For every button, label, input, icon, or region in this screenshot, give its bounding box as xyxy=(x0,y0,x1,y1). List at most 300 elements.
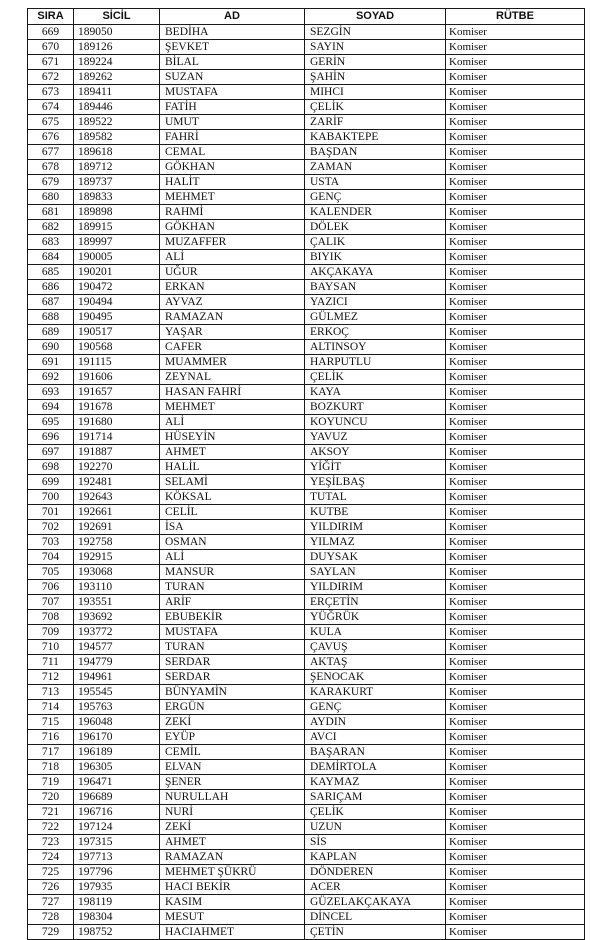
cell-sicil: 196716 xyxy=(74,805,160,820)
cell-ad: HASAN FAHRİ xyxy=(160,385,305,400)
cell-sira: 722 xyxy=(28,820,74,835)
cell-rutbe: Komiser xyxy=(446,490,585,505)
cell-sicil: 189618 xyxy=(74,145,160,160)
cell-ad: HACI BEKİR xyxy=(160,880,305,895)
cell-sicil: 189050 xyxy=(74,25,160,40)
table-row xyxy=(28,625,585,640)
cell-ad: RAMAZAN xyxy=(160,310,305,325)
cell-soyad: KAYMAZ xyxy=(305,775,446,790)
cell-sicil: 193551 xyxy=(74,595,160,610)
table-row xyxy=(28,865,585,880)
cell-soyad: ZAMAN xyxy=(305,160,446,175)
cell-soyad: ACER xyxy=(305,880,446,895)
cell-soyad: KAPLAN xyxy=(305,850,446,865)
cell-sicil: 191115 xyxy=(74,355,160,370)
cell-ad: MUSTAFA xyxy=(160,85,305,100)
table-row xyxy=(28,790,585,805)
cell-sicil: 190201 xyxy=(74,265,160,280)
cell-sicil: 192915 xyxy=(74,550,160,565)
column-header-ad: AD xyxy=(160,9,305,25)
column-header-soyad: SOYAD xyxy=(305,9,446,25)
cell-rutbe: Komiser xyxy=(446,820,585,835)
table-row xyxy=(28,115,585,130)
cell-rutbe: Komiser xyxy=(446,595,585,610)
cell-ad: HACIAHMET xyxy=(160,925,305,940)
cell-ad: GÖKHAN xyxy=(160,220,305,235)
cell-ad: BÜNYAMİN xyxy=(160,685,305,700)
cell-sicil: 190517 xyxy=(74,325,160,340)
cell-ad: ZEYNAL xyxy=(160,370,305,385)
cell-soyad: ERÇETİN xyxy=(305,595,446,610)
cell-soyad: KARAKURT xyxy=(305,685,446,700)
table-row xyxy=(28,250,585,265)
cell-soyad: USTA xyxy=(305,175,446,190)
table-row xyxy=(28,385,585,400)
cell-sira: 700 xyxy=(28,490,74,505)
cell-soyad: MIHCI xyxy=(305,85,446,100)
cell-ad: TURAN xyxy=(160,580,305,595)
table-row xyxy=(28,100,585,115)
cell-ad: MANSUR xyxy=(160,565,305,580)
cell-sira: 679 xyxy=(28,175,74,190)
cell-rutbe: Komiser xyxy=(446,805,585,820)
cell-sicil: 194577 xyxy=(74,640,160,655)
table-row xyxy=(28,745,585,760)
cell-soyad: SİS xyxy=(305,835,446,850)
cell-rutbe: Komiser xyxy=(446,850,585,865)
cell-sicil: 194961 xyxy=(74,670,160,685)
cell-rutbe: Komiser xyxy=(446,715,585,730)
cell-sicil: 196471 xyxy=(74,775,160,790)
table-row xyxy=(28,280,585,295)
table-row xyxy=(28,760,585,775)
cell-ad: NURİ xyxy=(160,805,305,820)
cell-rutbe: Komiser xyxy=(446,145,585,160)
cell-rutbe: Komiser xyxy=(446,115,585,130)
table-row xyxy=(28,655,585,670)
cell-ad: AHMET xyxy=(160,445,305,460)
cell-soyad: YILDIRIM xyxy=(305,520,446,535)
cell-sicil: 197713 xyxy=(74,850,160,865)
table-row xyxy=(28,580,585,595)
cell-ad: ŞENER xyxy=(160,775,305,790)
cell-soyad: YILDIRIM xyxy=(305,580,446,595)
cell-ad: CELİL xyxy=(160,505,305,520)
cell-rutbe: Komiser xyxy=(446,925,585,940)
cell-ad: MEHMET xyxy=(160,400,305,415)
cell-ad: ERGÜN xyxy=(160,700,305,715)
cell-soyad: ERKOÇ xyxy=(305,325,446,340)
cell-ad: HALİT xyxy=(160,175,305,190)
table-row xyxy=(28,730,585,745)
table-row xyxy=(28,520,585,535)
cell-sicil: 189522 xyxy=(74,115,160,130)
cell-soyad: AVCI xyxy=(305,730,446,745)
cell-sicil: 196048 xyxy=(74,715,160,730)
table-row xyxy=(28,160,585,175)
table-row xyxy=(28,205,585,220)
cell-ad: SELAMİ xyxy=(160,475,305,490)
cell-soyad: KULA xyxy=(305,625,446,640)
cell-sira: 725 xyxy=(28,865,74,880)
cell-rutbe: Komiser xyxy=(446,655,585,670)
cell-sira: 688 xyxy=(28,310,74,325)
cell-sira: 671 xyxy=(28,55,74,70)
cell-ad: KASIM xyxy=(160,895,305,910)
cell-soyad: ŞAHİN xyxy=(305,70,446,85)
cell-sicil: 190472 xyxy=(74,280,160,295)
cell-rutbe: Komiser xyxy=(446,280,585,295)
cell-soyad: ÇALIK xyxy=(305,235,446,250)
cell-sira: 717 xyxy=(28,745,74,760)
cell-rutbe: Komiser xyxy=(446,40,585,55)
cell-rutbe: Komiser xyxy=(446,265,585,280)
cell-rutbe: Komiser xyxy=(446,610,585,625)
column-header-sicil: SİCİL xyxy=(74,9,160,25)
cell-sira: 706 xyxy=(28,580,74,595)
cell-sicil: 189446 xyxy=(74,100,160,115)
cell-rutbe: Komiser xyxy=(446,430,585,445)
cell-sira: 696 xyxy=(28,430,74,445)
cell-rutbe: Komiser xyxy=(446,835,585,850)
cell-rutbe: Komiser xyxy=(446,175,585,190)
cell-soyad: KOYUNCU xyxy=(305,415,446,430)
table-row xyxy=(28,295,585,310)
cell-sicil: 198304 xyxy=(74,910,160,925)
cell-soyad: ÇAVUŞ xyxy=(305,640,446,655)
cell-ad: ZEKİ xyxy=(160,820,305,835)
cell-sicil: 197935 xyxy=(74,880,160,895)
cell-soyad: GÜZELAKÇAKAYA xyxy=(305,895,446,910)
cell-sicil: 189411 xyxy=(74,85,160,100)
cell-sicil: 191657 xyxy=(74,385,160,400)
cell-sira: 676 xyxy=(28,130,74,145)
cell-rutbe: Komiser xyxy=(446,640,585,655)
cell-soyad: YİĞİT xyxy=(305,460,446,475)
cell-rutbe: Komiser xyxy=(446,475,585,490)
table-row xyxy=(28,610,585,625)
cell-ad: CAFER xyxy=(160,340,305,355)
cell-soyad: SAYLAN xyxy=(305,565,446,580)
table-row xyxy=(28,820,585,835)
cell-rutbe: Komiser xyxy=(446,250,585,265)
cell-rutbe: Komiser xyxy=(446,385,585,400)
cell-rutbe: Komiser xyxy=(446,670,585,685)
cell-rutbe: Komiser xyxy=(446,220,585,235)
column-header-rutbe: RÜTBE xyxy=(446,9,585,25)
cell-sicil: 198752 xyxy=(74,925,160,940)
cell-rutbe: Komiser xyxy=(446,460,585,475)
cell-ad: HALİL xyxy=(160,460,305,475)
cell-sicil: 189737 xyxy=(74,175,160,190)
cell-sicil: 192691 xyxy=(74,520,160,535)
cell-ad: MEHMET xyxy=(160,190,305,205)
cell-rutbe: Komiser xyxy=(446,235,585,250)
table-row xyxy=(28,265,585,280)
cell-ad: SERDAR xyxy=(160,655,305,670)
table-row xyxy=(28,445,585,460)
cell-rutbe: Komiser xyxy=(446,895,585,910)
cell-ad: BİLAL xyxy=(160,55,305,70)
cell-sicil: 195545 xyxy=(74,685,160,700)
cell-sira: 690 xyxy=(28,340,74,355)
cell-sicil: 192661 xyxy=(74,505,160,520)
cell-sicil: 189126 xyxy=(74,40,160,55)
cell-sira: 724 xyxy=(28,850,74,865)
cell-sicil: 197315 xyxy=(74,835,160,850)
cell-sira: 674 xyxy=(28,100,74,115)
cell-soyad: YAZICI xyxy=(305,295,446,310)
cell-sira: 695 xyxy=(28,415,74,430)
cell-soyad: HARPUTLU xyxy=(305,355,446,370)
cell-ad: FAHRİ xyxy=(160,130,305,145)
table-row xyxy=(28,400,585,415)
cell-soyad: BAŞDAN xyxy=(305,145,446,160)
cell-sicil: 190494 xyxy=(74,295,160,310)
cell-sira: 712 xyxy=(28,670,74,685)
table-row xyxy=(28,55,585,70)
table-row xyxy=(28,670,585,685)
cell-sira: 691 xyxy=(28,355,74,370)
cell-sira: 686 xyxy=(28,280,74,295)
cell-soyad: BIYIK xyxy=(305,250,446,265)
cell-soyad: SAYIN xyxy=(305,40,446,55)
table-row xyxy=(28,880,585,895)
cell-sicil: 191678 xyxy=(74,400,160,415)
cell-rutbe: Komiser xyxy=(446,880,585,895)
table-row xyxy=(28,310,585,325)
cell-ad: FATİH xyxy=(160,100,305,115)
table-row xyxy=(28,70,585,85)
table-row xyxy=(28,550,585,565)
cell-sira: 687 xyxy=(28,295,74,310)
cell-sicil: 196689 xyxy=(74,790,160,805)
cell-rutbe: Komiser xyxy=(446,730,585,745)
cell-sira: 685 xyxy=(28,265,74,280)
cell-rutbe: Komiser xyxy=(446,910,585,925)
cell-rutbe: Komiser xyxy=(446,340,585,355)
cell-rutbe: Komiser xyxy=(446,415,585,430)
cell-sira: 697 xyxy=(28,445,74,460)
cell-ad: ALİ xyxy=(160,250,305,265)
table-row xyxy=(28,190,585,205)
cell-rutbe: Komiser xyxy=(446,100,585,115)
table-row xyxy=(28,565,585,580)
cell-soyad: YEŞİLBAŞ xyxy=(305,475,446,490)
cell-sicil: 197124 xyxy=(74,820,160,835)
cell-rutbe: Komiser xyxy=(446,325,585,340)
cell-sicil: 190005 xyxy=(74,250,160,265)
table-row xyxy=(28,85,585,100)
cell-sicil: 190495 xyxy=(74,310,160,325)
cell-sira: 677 xyxy=(28,145,74,160)
cell-ad: CEMİL xyxy=(160,745,305,760)
cell-soyad: UZUN xyxy=(305,820,446,835)
table-row xyxy=(28,850,585,865)
cell-sicil: 191606 xyxy=(74,370,160,385)
cell-sicil: 193692 xyxy=(74,610,160,625)
cell-sira: 714 xyxy=(28,700,74,715)
table-row xyxy=(28,145,585,160)
cell-soyad: KALENDER xyxy=(305,205,446,220)
cell-sira: 719 xyxy=(28,775,74,790)
cell-ad: AHMET xyxy=(160,835,305,850)
cell-rutbe: Komiser xyxy=(446,775,585,790)
personnel-list-page xyxy=(27,8,584,940)
cell-sira: 680 xyxy=(28,190,74,205)
cell-sira: 705 xyxy=(28,565,74,580)
cell-ad: MEHMET ŞÜKRÜ xyxy=(160,865,305,880)
cell-soyad: GÜLMEZ xyxy=(305,310,446,325)
cell-ad: ŞEVKET xyxy=(160,40,305,55)
cell-sira: 716 xyxy=(28,730,74,745)
cell-rutbe: Komiser xyxy=(446,190,585,205)
table-row xyxy=(28,475,585,490)
cell-ad: ELVAN xyxy=(160,760,305,775)
cell-soyad: ÇELİK xyxy=(305,805,446,820)
cell-soyad: AYDIN xyxy=(305,715,446,730)
cell-rutbe: Komiser xyxy=(446,370,585,385)
cell-sicil: 195763 xyxy=(74,700,160,715)
cell-rutbe: Komiser xyxy=(446,55,585,70)
cell-sira: 707 xyxy=(28,595,74,610)
table-header xyxy=(28,9,585,25)
cell-sira: 693 xyxy=(28,385,74,400)
cell-rutbe: Komiser xyxy=(446,580,585,595)
cell-rutbe: Komiser xyxy=(446,130,585,145)
cell-sira: 728 xyxy=(28,910,74,925)
table-row xyxy=(28,40,585,55)
table-row xyxy=(28,895,585,910)
cell-sira: 726 xyxy=(28,880,74,895)
table-row xyxy=(28,355,585,370)
cell-soyad: KAYA xyxy=(305,385,446,400)
cell-sira: 702 xyxy=(28,520,74,535)
cell-sira: 675 xyxy=(28,115,74,130)
cell-soyad: ŞENOCAK xyxy=(305,670,446,685)
cell-sira: 729 xyxy=(28,925,74,940)
cell-sira: 669 xyxy=(28,25,74,40)
cell-rutbe: Komiser xyxy=(446,760,585,775)
personnel-table xyxy=(27,8,585,940)
cell-ad: SERDAR xyxy=(160,670,305,685)
cell-ad: BEDİHA xyxy=(160,25,305,40)
cell-sicil: 192481 xyxy=(74,475,160,490)
cell-ad: UMUT xyxy=(160,115,305,130)
cell-soyad: BAYSAN xyxy=(305,280,446,295)
cell-sira: 711 xyxy=(28,655,74,670)
cell-sicil: 194779 xyxy=(74,655,160,670)
table-row xyxy=(28,715,585,730)
cell-rutbe: Komiser xyxy=(446,625,585,640)
cell-sira: 683 xyxy=(28,235,74,250)
table-row xyxy=(28,460,585,475)
cell-sira: 673 xyxy=(28,85,74,100)
table-row xyxy=(28,490,585,505)
cell-sicil: 191887 xyxy=(74,445,160,460)
cell-ad: GÖKHAN xyxy=(160,160,305,175)
cell-soyad: AKSOY xyxy=(305,445,446,460)
table-row xyxy=(28,235,585,250)
table-row xyxy=(28,415,585,430)
table-row xyxy=(28,535,585,550)
cell-sicil: 192270 xyxy=(74,460,160,475)
cell-sicil: 192758 xyxy=(74,535,160,550)
cell-soyad: ÇELİK xyxy=(305,100,446,115)
cell-sira: 672 xyxy=(28,70,74,85)
cell-soyad: ZARİF xyxy=(305,115,446,130)
cell-sicil: 196189 xyxy=(74,745,160,760)
cell-soyad: BOZKURT xyxy=(305,400,446,415)
cell-ad: ALİ xyxy=(160,415,305,430)
cell-sicil: 189915 xyxy=(74,220,160,235)
cell-rutbe: Komiser xyxy=(446,550,585,565)
cell-sicil: 197796 xyxy=(74,865,160,880)
cell-soyad: DEMİRTOLA xyxy=(305,760,446,775)
cell-sira: 682 xyxy=(28,220,74,235)
table-row xyxy=(28,700,585,715)
cell-sira: 670 xyxy=(28,40,74,55)
cell-sicil: 191680 xyxy=(74,415,160,430)
cell-rutbe: Komiser xyxy=(446,535,585,550)
cell-sira: 694 xyxy=(28,400,74,415)
table-row xyxy=(28,640,585,655)
cell-soyad: YAVUZ xyxy=(305,430,446,445)
cell-rutbe: Komiser xyxy=(446,295,585,310)
cell-sicil: 189262 xyxy=(74,70,160,85)
cell-ad: AYVAZ xyxy=(160,295,305,310)
cell-soyad: SARIÇAM xyxy=(305,790,446,805)
cell-sicil: 196170 xyxy=(74,730,160,745)
cell-sicil: 193068 xyxy=(74,565,160,580)
cell-rutbe: Komiser xyxy=(446,685,585,700)
cell-soyad: ALTINSOY xyxy=(305,340,446,355)
cell-sicil: 189833 xyxy=(74,190,160,205)
cell-soyad: AKTAŞ xyxy=(305,655,446,670)
cell-soyad: DİNCEL xyxy=(305,910,446,925)
cell-rutbe: Komiser xyxy=(446,400,585,415)
cell-rutbe: Komiser xyxy=(446,520,585,535)
cell-rutbe: Komiser xyxy=(446,205,585,220)
cell-ad: EBUBEKİR xyxy=(160,610,305,625)
cell-ad: SUZAN xyxy=(160,70,305,85)
cell-sicil: 189224 xyxy=(74,55,160,70)
cell-sira: 698 xyxy=(28,460,74,475)
cell-soyad: YILMAZ xyxy=(305,535,446,550)
cell-sira: 689 xyxy=(28,325,74,340)
cell-ad: EYÜP xyxy=(160,730,305,745)
table-row xyxy=(28,220,585,235)
cell-sira: 699 xyxy=(28,475,74,490)
cell-sira: 692 xyxy=(28,370,74,385)
cell-rutbe: Komiser xyxy=(446,445,585,460)
table-row xyxy=(28,430,585,445)
cell-ad: MUAMMER xyxy=(160,355,305,370)
cell-rutbe: Komiser xyxy=(446,310,585,325)
table-row xyxy=(28,685,585,700)
cell-rutbe: Komiser xyxy=(446,745,585,760)
cell-ad: UĞUR xyxy=(160,265,305,280)
table-row xyxy=(28,775,585,790)
table-row xyxy=(28,595,585,610)
cell-ad: ARİF xyxy=(160,595,305,610)
cell-sicil: 191714 xyxy=(74,430,160,445)
cell-ad: RAMAZAN xyxy=(160,850,305,865)
cell-rutbe: Komiser xyxy=(446,25,585,40)
cell-ad: OSMAN xyxy=(160,535,305,550)
cell-ad: İSA xyxy=(160,520,305,535)
cell-rutbe: Komiser xyxy=(446,565,585,580)
